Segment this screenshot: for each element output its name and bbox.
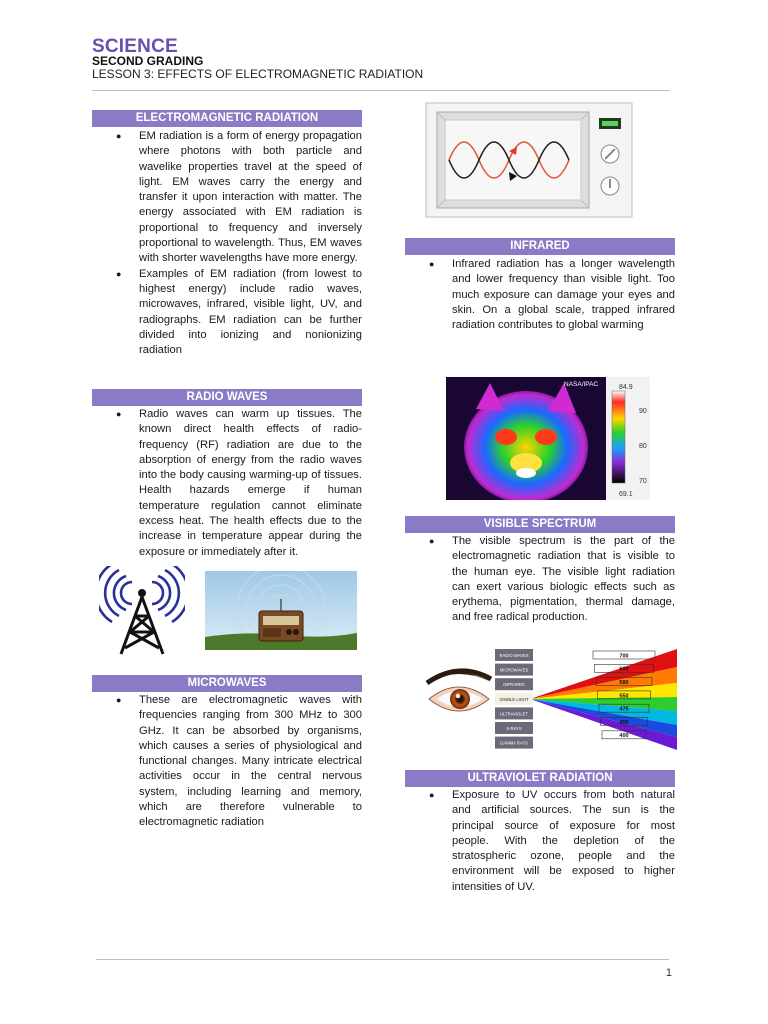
band-label: INFRARED [503,682,525,688]
section-header-infrared: INFRARED [405,238,675,255]
band-label: MICROWAVES [499,667,529,673]
scale-label: 69.1 [619,491,633,498]
band-label: RADIO WAVES [499,653,529,658]
radio-scene-image [205,571,357,650]
microwave-oven-image [425,102,633,218]
radio-bullet-list [92,407,362,560]
wavelength-label: 450 [619,719,629,726]
section-header-radio: RADIO WAVES [92,389,362,406]
wavelength-label: 600 [619,666,629,673]
list-item: ● Infrared radiation has a longer wavelength and lower frequency than visible light. Too much exposure can damage your eyes and skin. On a global scale, trapped infrared radiation contributes to global warming [405,257,675,333]
grading-label: SECOND GRADING [92,54,204,68]
subject-title: SCIENCE [92,36,178,57]
em-bullet-list [92,129,362,358]
section-header-visible: VISIBLE SPECTRUM [405,516,675,533]
radio-tower-image [99,566,185,656]
page-number: 1 [665,967,672,979]
wavelength-label: 580 [619,680,629,686]
uv-bullet-list [405,788,675,895]
section-header-microwaves: MICROWAVES [92,675,362,692]
scale-label: 90 [639,408,647,415]
list-item: ● The visible spectrum is the part of the electromagnetic radiation that is visible to the human eye. The visible light radiation can exert various biologic effects such as erythema, pigmentation, thermal damage, and free radical production. [405,534,675,626]
wavelength-label: 400 [619,733,629,740]
wavelength-label: 550 [619,693,629,700]
band-label: X-RAYS [506,726,522,731]
list-item: ● Radio waves can warm up tissues. The known direct health effects of radio-frequency (RF) radiation are due to the absorption of energy from the radio waves into the body causing warming-up of tissues. Health hazards emerge if human temperature regulation cannot eliminate excess heat. The health effects due to the increase in temperature appear during the exposure or immediately after it. [92,407,362,560]
header-rule [92,90,670,91]
list-item: ● Examples of EM radiation (from lowest to highest energy) include radio waves, microwaves, infrared, visible light, UV, and radiographs. EM radiation can be further divided into ionizing and nonionizing radiation [92,267,362,359]
scale-label: 70 [639,478,647,485]
thermal-credit: NASA/IPAC [564,381,599,388]
lesson-title: LESSON 3: EFFECTS OF ELECTROMAGNETIC RADIATION [92,67,424,81]
list-item: ● Exposure to UV occurs from both natural and artificial sources. The sun is the principal source of exposure for most people. With the depletion of the stratospheric ozone, people and the environment will be exposed to higher intensities of UV. [405,788,675,895]
section-header-uv: ULTRAVIOLET RADIATION [405,770,675,787]
thermal-cat-image [446,377,650,500]
band-label: ULTRAVIOLET [500,711,528,717]
footer-rule [96,959,669,960]
wavelength-label: 700 [619,653,629,660]
microwaves-bullet-list [92,693,362,831]
spectrum-eye-image [425,647,677,752]
scale-label: 80 [639,443,647,450]
visible-bullet-list [405,534,675,626]
list-item: ● EM radiation is a form of energy propagation where photons with both particle and wavelike properties travel at the speed of light. EM waves carry the energy and transfer it upon interaction with matter. The energy associated with EM radiation is proportional to frequency and inversely proportional to wavelength. Thus, EM waves with shorter wavelengths have more energy. [92,129,362,267]
wavelength-label: 475 [619,706,629,713]
scale-label: 84.9 [619,384,633,391]
band-label: GAMMA RAYS [500,740,528,746]
section-header-em: ELECTROMAGNETIC RADIATION [92,110,362,127]
band-label: VISIBLE LIGHT [499,696,529,702]
infrared-bullet-list [405,257,675,333]
list-item: ● These are electromagnetic waves with frequencies ranging from 300 MHz to 300 GHz. It can be absorbed by organisms, which causes a series of physiological and functional changes. Many intricate electrical activities occur in the central nervous system, including learning and memory, which are therefore vulnerable to electromagnetic radiation [92,693,362,831]
